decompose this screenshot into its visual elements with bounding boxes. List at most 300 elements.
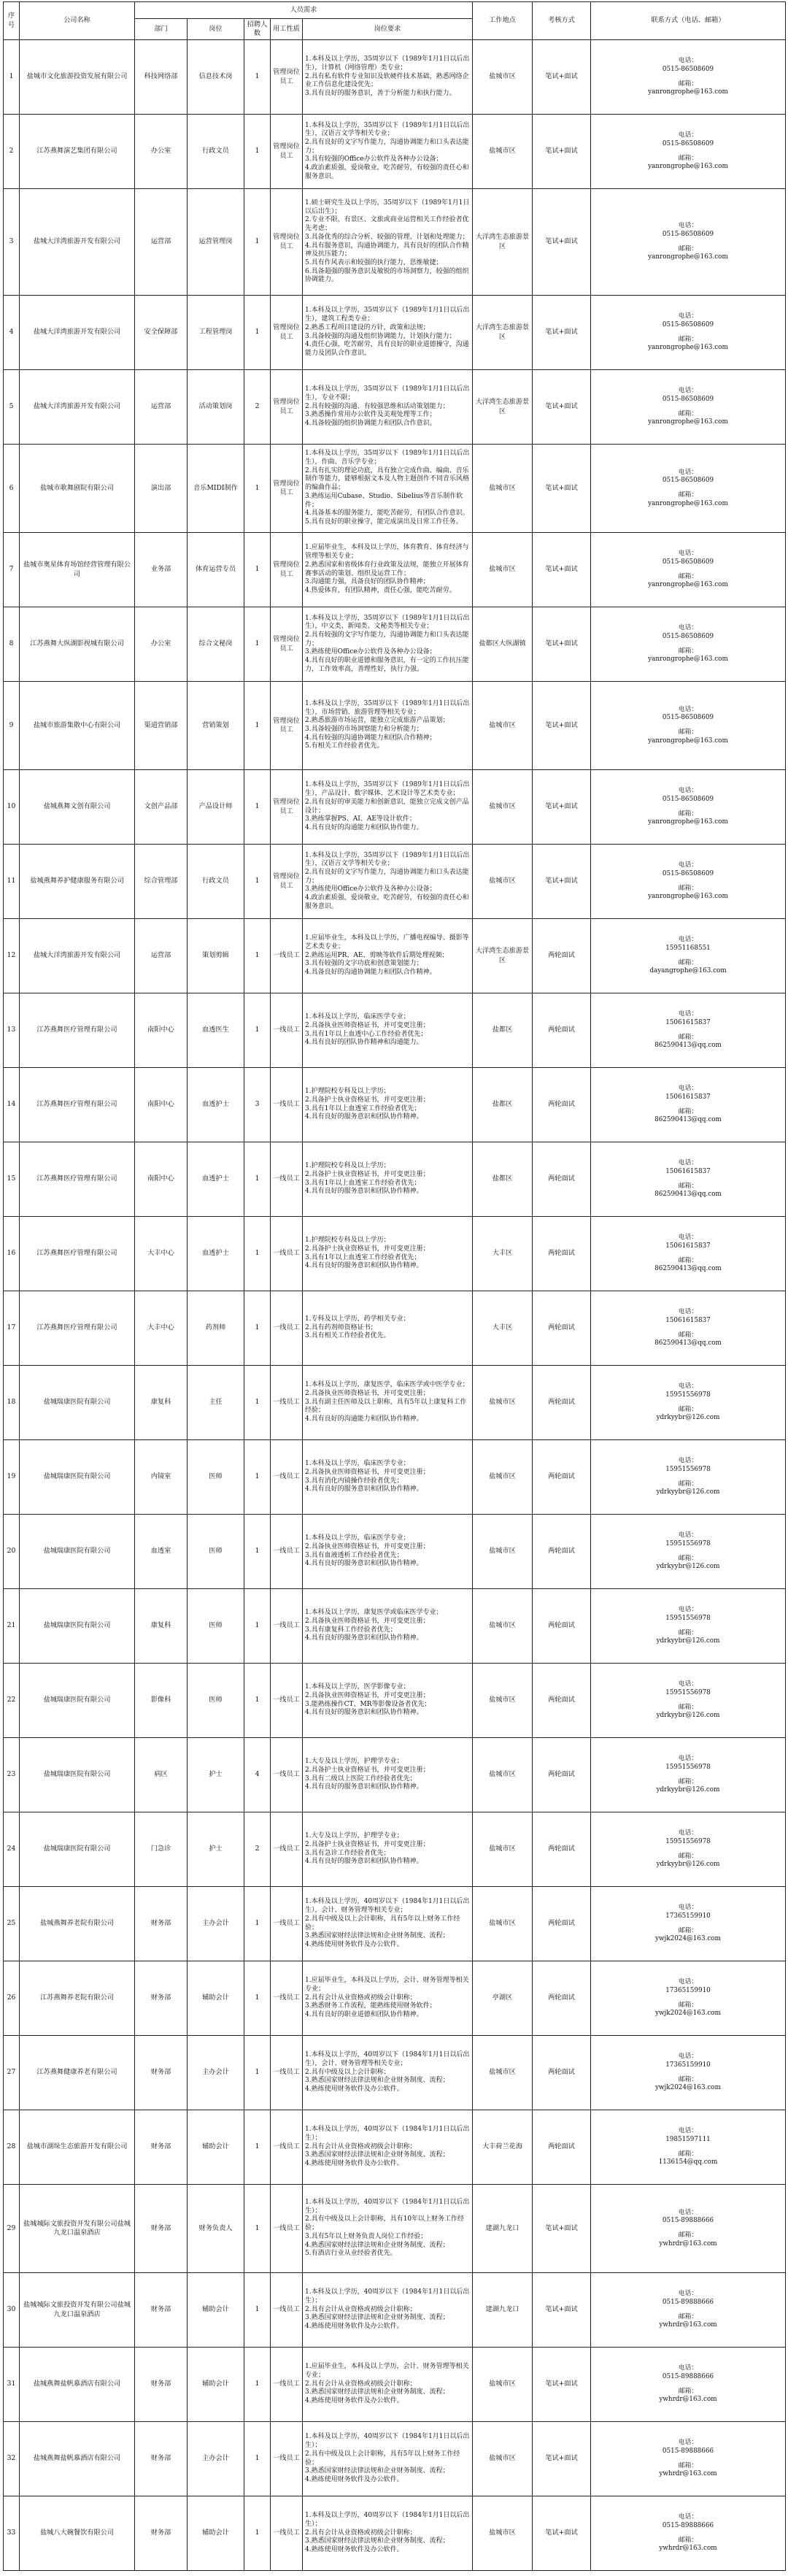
contact-email: 邮箱：: [678, 1852, 698, 1860]
contact-phone: 电话：: [678, 1159, 698, 1167]
requirement-line: 4.具有良好的服务意识和团队协作精神。: [305, 1113, 423, 1121]
contact-email: ywhrdr@163.com: [659, 2321, 717, 2329]
job-table: [3, 1, 786, 2571]
requirement-line: 4.熟练使用财务软件及办公软件。: [305, 2323, 403, 2331]
row-exam: 两轮面试: [533, 1440, 591, 1515]
row-count: 3: [244, 1068, 271, 1142]
requirement-line: 4.具有较强的沟通协调能力和团队合作精神；: [305, 734, 436, 742]
row-location: 盐城市区: [473, 682, 533, 770]
contact-phone: 0515-89888666: [662, 2521, 714, 2529]
contact-email: 邮箱：: [678, 2231, 698, 2239]
contact-phone: 0515-86508609: [662, 320, 714, 328]
contact-phone: 电话：: [678, 2208, 698, 2216]
contact-gap: [593, 804, 783, 810]
requirement-line: 4.具有良好的服务意识和团队协作精神。: [305, 1188, 423, 1196]
contact-phone: 0515-89888666: [662, 2217, 714, 2225]
row-dept: 内镜室: [135, 1440, 188, 1515]
row-dept: 财务部: [135, 2422, 188, 2496]
row-company: 盐城市旅游集散中心有限公司: [20, 682, 135, 770]
contact-phone: 电话：: [678, 1457, 698, 1465]
table-row: [4, 1440, 786, 1515]
row-position: 行政文员: [188, 845, 244, 919]
row-location: 盐城市区: [473, 40, 533, 115]
table-row: [4, 2348, 786, 2422]
contact-email: ywhrdr@163.com: [659, 2545, 717, 2553]
requirement-line: 4.具有良好的服务意识和团队协作精神。: [305, 1783, 423, 1791]
row-nature: 一线员工: [271, 1366, 303, 1440]
contact-gap: [593, 2226, 783, 2231]
row-count: 1: [244, 2036, 271, 2110]
row-nature: 一线员工: [271, 2185, 303, 2273]
row-nature: 管理岗位员工: [271, 682, 303, 770]
requirement-line: 3.具有急诊工作经验者优先；: [305, 1849, 390, 1857]
row-position: 行政文员: [188, 115, 244, 189]
row-seq: 31: [4, 2348, 20, 2422]
row-position: 药剂师: [188, 1291, 244, 1366]
row-dept: 办公室: [135, 607, 188, 682]
table-row: [4, 1515, 786, 1589]
row-exam: 两轮面试: [533, 2036, 591, 2110]
requirement-line: 2.具备执业医师资格证书，并可变更注册；: [305, 1617, 430, 1625]
row-location: 盐城市区: [473, 115, 533, 189]
row-seq: 1: [4, 40, 20, 115]
contact-email: ydrkyybr@126.com: [656, 1637, 720, 1645]
row-count: 1: [244, 445, 271, 533]
table-row: [4, 1589, 786, 1664]
requirement-line: 1.本科及以上学历，35周岁以下（1989年1月1日以后出生），市场营销、旅游管理等相关专业；: [305, 699, 470, 716]
row-position: 血透医生: [188, 993, 244, 1068]
contact-phone: 电话：: [678, 787, 698, 795]
row-company: 盐城燕舞文创有限公司: [20, 770, 135, 845]
row-nature: 管理岗位员工: [271, 296, 303, 370]
row-seq: 29: [4, 2185, 20, 2273]
table-row: [4, 1961, 786, 2036]
contact-phone: 0515-86508609: [662, 395, 714, 403]
row-dept: 安全保障部: [135, 296, 188, 370]
contact-gap: [593, 1698, 783, 1704]
requirement-line: 2.具备护士执业资格证书，并可变更注册；: [305, 1096, 430, 1104]
row-position: 辅助会计: [188, 2496, 244, 2571]
contact-phone: 电话：: [678, 312, 698, 320]
contact-phone: 15951556978: [665, 1465, 711, 1473]
row-contact: [591, 1068, 786, 1142]
row-requirements: [303, 40, 473, 115]
row-exam: 笔试+面试: [533, 445, 591, 533]
row-count: 2: [244, 370, 271, 445]
requirement-line: 4.具有良好的服务意识和团队协作精神。: [305, 1485, 423, 1493]
contact-phone: 电话：: [678, 1010, 698, 1018]
row-seq: 6: [4, 445, 20, 533]
row-requirements: [303, 296, 473, 370]
contact-gap: [593, 2145, 783, 2150]
row-nature: 一线员工: [271, 2348, 303, 2422]
row-location: 大洋湾生态旅游景区: [473, 370, 533, 445]
row-requirements: [303, 370, 473, 445]
table-row: [4, 40, 786, 115]
contact-email: 邮箱：: [678, 410, 698, 418]
requirement-line: 3.熟悉国家财经法律法规和企业财务制度、流程；: [305, 2151, 449, 2159]
table-row: [4, 2110, 786, 2185]
requirement-line: 3.熟悉国家财经法律法规和企业财务制度、流程；: [305, 2077, 449, 2085]
row-count: 1: [244, 1664, 271, 1738]
requirement-line: 1.大专及以上学历，护理学专业；: [305, 1758, 403, 1766]
contact-phone: 电话：: [678, 1308, 698, 1316]
requirement-line: 4.具有良好的服务意识和团队协作精神。: [305, 1858, 423, 1866]
contact-email: 邮箱：: [678, 728, 698, 736]
row-count: 1: [244, 2496, 271, 2571]
row-contact: [591, 1887, 786, 1961]
row-requirements: [303, 1887, 473, 1961]
contact-phone: 电话：: [678, 57, 698, 65]
row-requirements: [303, 2496, 473, 2571]
contact-gap: [593, 1475, 783, 1480]
contact-phone: 电话：: [678, 936, 698, 944]
row-dept: 业务部: [135, 533, 188, 607]
row-contact: [591, 2422, 786, 2496]
contact-phone: 0515-86508609: [662, 477, 714, 485]
requirement-line: 1.本科及以上学历，40周岁以下（1984年1月1日以后出生），会计、财务管理等相关专业；: [305, 1898, 470, 1915]
contact-phone: 电话：: [678, 2290, 698, 2298]
contact-phone: 0515-86508609: [662, 714, 714, 722]
contact-phone: 电话：: [678, 705, 698, 713]
row-company: 盐城市歌舞剧院有限公司: [20, 445, 135, 533]
contact-phone: 15951556978: [665, 1614, 711, 1622]
contact-gap: [593, 1177, 783, 1183]
contact-email: yanrongrophe@163.com: [648, 418, 728, 426]
row-contact: [591, 40, 786, 115]
row-seq: 11: [4, 845, 20, 919]
contact-phone: 15951556978: [665, 1763, 711, 1771]
row-location: 盐城市区: [473, 2422, 533, 2496]
row-nature: 一线员工: [271, 2036, 303, 2110]
row-dept: 运营部: [135, 370, 188, 445]
row-seq: 17: [4, 1291, 20, 1366]
requirement-line: 3.具有1年以上血透室工作经验者优先；: [305, 1179, 421, 1187]
row-seq: 12: [4, 919, 20, 993]
contact-phone: 电话：: [678, 1904, 698, 1912]
row-location: 盐城市区: [473, 1515, 533, 1589]
contact-email: 邮箱：: [678, 2001, 698, 2009]
header-count: 招聘人数: [244, 19, 271, 40]
row-seq: 30: [4, 2273, 20, 2348]
requirement-line: 1.本科及以上学历，35周岁以下（1989年1月1日以后出生），建筑工程类专业；: [305, 307, 470, 323]
contact-phone: 电话：: [678, 1606, 698, 1614]
row-requirements: [303, 682, 473, 770]
row-location: 大洋湾生态旅游景区: [473, 296, 533, 370]
table-row: [4, 2273, 786, 2348]
requirement-line: 4.具有良好的服务意识和团队协作精神。: [305, 1560, 423, 1568]
row-requirements: [303, 533, 473, 607]
row-location: 盐城市区: [473, 2348, 533, 2422]
row-contact: [591, 2185, 786, 2273]
contact-email: 邮箱：: [678, 572, 698, 580]
row-dept: 康复科: [135, 1589, 188, 1664]
row-company: 盐城大洋湾旅游开发有限公司: [20, 370, 135, 445]
contact-email: 邮箱：: [678, 1331, 698, 1339]
row-company: 盐城大洋湾旅游开发有限公司: [20, 296, 135, 370]
row-exam: 笔试+面试: [533, 115, 591, 189]
requirement-line: 3.具有二级以上医院工作经验者优先；: [305, 1775, 417, 1783]
contact-gap: [593, 1028, 783, 1034]
contact-gap: [593, 642, 783, 647]
requirement-line: 4.熟练使用财务软件及办公软件。: [305, 2546, 403, 2554]
row-count: 1: [244, 682, 271, 770]
row-dept: 大丰中心: [135, 1217, 188, 1291]
table-row: [4, 1366, 786, 1440]
row-location: 盐城市区: [473, 445, 533, 533]
contact-email: 邮箱：: [678, 80, 698, 88]
row-nature: 一线员工: [271, 1142, 303, 1217]
table-row: [4, 1142, 786, 1217]
table-row: [4, 2422, 786, 2496]
row-company: 江苏燕舞医疗管理有限公司: [20, 1142, 135, 1217]
row-company: 盐城瑞康医院有限公司: [20, 1515, 135, 1589]
contact-email: 邮箱：: [678, 1033, 698, 1041]
contact-email: 邮箱：: [678, 154, 698, 162]
requirement-line: 5.具有作风表示和较强的执行能力，思维敏捷；: [305, 258, 443, 266]
contact-email: 862590413@qq.com: [654, 1116, 722, 1124]
row-location: 大丰区: [473, 1217, 533, 1291]
requirement-line: 1.本科及以上学历，35周岁以下（1989年1月1日以后出生），中文类、新闻类、文秘类等相关专业；: [305, 614, 470, 631]
row-position: 血透护士: [188, 1142, 244, 1217]
row-requirements: [303, 1664, 473, 1738]
contact-email: 邮箱：: [678, 1405, 698, 1413]
row-requirements: [303, 115, 473, 189]
row-nature: 管理岗位员工: [271, 115, 303, 189]
row-count: 1: [244, 2273, 271, 2348]
contact-phone: 电话：: [678, 1531, 698, 1539]
contact-email: 邮箱：: [678, 1182, 698, 1190]
contact-email: 邮箱：: [678, 2075, 698, 2083]
row-dept: 办公室: [135, 115, 188, 189]
row-seq: 33: [4, 2496, 20, 2571]
contact-phone: 15061615837: [665, 1316, 711, 1324]
row-dept: 财务部: [135, 2110, 188, 2185]
row-company: 江苏燕舞医疗管理有限公司: [20, 1068, 135, 1142]
contact-gap: [593, 74, 783, 80]
row-contact: [591, 1961, 786, 2036]
row-contact: [591, 770, 786, 845]
contact-phone: 电话：: [678, 550, 698, 558]
row-count: 1: [244, 919, 271, 993]
row-nature: 管理岗位员工: [271, 40, 303, 115]
row-count: 1: [244, 2185, 271, 2273]
row-requirements: [303, 1068, 473, 1142]
contact-phone: 17365159910: [665, 1986, 711, 1994]
contact-phone: 电话：: [678, 131, 698, 139]
contact-gap: [593, 1772, 783, 1778]
row-nature: 管理岗位员工: [271, 370, 303, 445]
contact-email: ywjk2024@163.com: [655, 2010, 721, 2018]
row-nature: 一线员工: [271, 1068, 303, 1142]
requirement-line: 4.责任心强，吃苦耐劳，具有良好的职业道德操守，沟通能力及团队合作意识。: [305, 341, 469, 357]
requirement-line: 2.具有良好的审美能力和创新意识，能独立完成文创产品设计；: [305, 798, 469, 815]
row-count: 1: [244, 533, 271, 607]
row-exam: 两轮面试: [533, 2110, 591, 2185]
row-requirements: [303, 1366, 473, 1440]
requirement-line: 5.有酒店行业从业经验者优先。: [305, 2250, 397, 2258]
contact-email: ydrkyybr@126.com: [656, 1414, 720, 1422]
requirement-line: 2.具备执业医师资格证书，并可变更注册；: [305, 1021, 430, 1029]
row-contact: [591, 1812, 786, 1887]
requirement-line: 2.具有会计从业资格或初级会计职称；: [305, 2529, 417, 2537]
contact-phone: 0515-89888666: [662, 2298, 714, 2306]
requirement-line: 1.本科及以上学历，康复医学或临床医学专业；: [305, 1609, 443, 1617]
row-dept: 血透室: [135, 1515, 188, 1589]
row-location: 盐城市区: [473, 845, 533, 919]
requirement-line: 1.本科及以上学历，35周岁以下（1989年1月1日以后出生），计算机（网络管理）类专业；: [305, 55, 470, 72]
row-seq: 19: [4, 1440, 20, 1515]
row-company: 盐城燕舞盐帆慕酒店有限公司: [20, 2348, 135, 2422]
row-count: 1: [244, 2422, 271, 2496]
contact-email: ydrkyybr@126.com: [656, 1786, 720, 1794]
row-company: 盐城瑞康医院有限公司: [20, 1440, 135, 1515]
row-nature: 一线员工: [271, 1961, 303, 2036]
row-contact: [591, 296, 786, 370]
requirement-line: 1.本科及以上学历，40周岁以下（1984年1月1日以后出生）；: [305, 2433, 470, 2450]
contact-gap: [593, 953, 783, 959]
contact-phone: 电话：: [678, 624, 698, 632]
contact-email: ywhrdr@163.com: [659, 2239, 717, 2248]
row-company: 盐城瑞康医院有限公司: [20, 1664, 135, 1738]
contact-phone: 电话：: [678, 1085, 698, 1093]
contact-phone: 电话：: [678, 2439, 698, 2447]
header-location: 工作地点: [473, 2, 533, 40]
contact-email: ywhrdr@163.com: [659, 2396, 717, 2404]
row-nature: 一线员工: [271, 2422, 303, 2496]
header-row-1: [4, 2, 786, 19]
requirement-line: 1.本科及以上学历，康复医学，临床医学或中医学专业；: [305, 1381, 469, 1389]
header-dept: 部门: [135, 19, 188, 40]
row-requirements: [303, 1217, 473, 1291]
contact-email: ydrkyybr@126.com: [656, 1712, 720, 1720]
row-company: 盐城八大碗餐饮有限公司: [20, 2496, 135, 2571]
row-company: 盐城燕舞养老院有限公司: [20, 1887, 135, 1961]
table-row: [4, 770, 786, 845]
table-row: [4, 370, 786, 445]
row-dept: 财务部: [135, 1961, 188, 2036]
contact-email: 邮箱：: [678, 335, 698, 343]
contact-phone: 0515-89888666: [662, 2372, 714, 2380]
row-count: 1: [244, 2110, 271, 2185]
contact-email: 1136154@qq.com: [658, 2158, 718, 2166]
table-row: [4, 115, 786, 189]
row-exam: 两轮面试: [533, 1961, 591, 2036]
contact-email: ydrkyybr@126.com: [656, 1563, 720, 1571]
row-location: 盐城市区: [473, 2496, 533, 2571]
row-nature: 一线员工: [271, 1887, 303, 1961]
contact-email: 邮箱：: [678, 884, 698, 892]
requirement-line: 4.具有良好的沟通能力和团队协作能力。: [305, 823, 423, 831]
header-exam: 考核方式: [533, 2, 591, 40]
contact-email: dayangrophe@163.com: [649, 967, 727, 975]
header-requirement-group: 人员需求: [135, 2, 473, 19]
row-location: 建湖九龙口: [473, 2185, 533, 2273]
row-company: 盐城大洋湾旅游开发有限公司: [20, 189, 135, 296]
row-company: 盐城燕舞养护健康服务有限公司: [20, 845, 135, 919]
row-exam: 两轮面试: [533, 1589, 591, 1664]
row-exam: 笔试+面试: [533, 2422, 591, 2496]
row-contact: [591, 1217, 786, 1291]
contact-email: yanrongrophe@163.com: [648, 893, 728, 901]
requirement-line: 6.具备超强的服务意识及敏锐的市场洞察力，较强的组织协调能力。: [305, 267, 469, 284]
row-dept: 运营部: [135, 919, 188, 993]
row-location: 盐都区: [473, 993, 533, 1068]
requirement-line: 4.具有良好的服务意识和团队协作精神。: [305, 1709, 423, 1717]
row-exam: 两轮面试: [533, 993, 591, 1068]
requirement-line: 3.具有消化内镜操作经验者优先；: [305, 1477, 403, 1485]
row-dept: 财务部: [135, 2273, 188, 2348]
row-position: 辅助会计: [188, 2348, 244, 2422]
row-exam: 笔试+面试: [533, 2496, 591, 2571]
row-position: 辅助会计: [188, 2273, 244, 2348]
row-seq: 2: [4, 115, 20, 189]
requirement-line: 3.具有较强的文字功底和创意策划能力；: [305, 960, 423, 968]
requirement-line: 3.具有康复科工作经验者优先；: [305, 1626, 397, 1634]
requirement-line: 2.具备护士执业资格证书，并可变更注册；: [305, 1245, 430, 1253]
row-requirements: [303, 1515, 473, 1589]
requirement-line: 3.熟练使用Office办公软件及各种办公设备；: [305, 885, 436, 893]
contact-email: yanrongrophe@163.com: [648, 88, 728, 96]
contact-email: 邮箱：: [678, 1554, 698, 1562]
row-contact: [591, 445, 786, 533]
row-count: 1: [244, 2348, 271, 2422]
requirement-line: 4.熟悉国家财经法律法规和企业财务制度、流程；: [305, 2241, 449, 2249]
row-count: 1: [244, 1142, 271, 1217]
contact-phone: 0515-86508609: [662, 795, 714, 803]
row-exam: 两轮面试: [533, 1142, 591, 1217]
row-position: 体育运营专员: [188, 533, 244, 607]
row-seq: 14: [4, 1068, 20, 1142]
contact-email: 邮箱：: [678, 958, 698, 966]
contact-gap: [593, 404, 783, 410]
row-exam: 笔试+面试: [533, 682, 591, 770]
requirement-line: 3.具有较强的Office办公软件及各种办公设备；: [305, 155, 443, 164]
requirement-line: 3.具有1年以上血透室工作经验者优先；: [305, 1253, 421, 1261]
row-contact: [591, 919, 786, 993]
requirement-line: 2.具有私有软件专业知识及软硬件技术基础，熟悉网络企业工作信息化建设优先；: [305, 72, 469, 89]
row-exam: 笔试+面试: [533, 845, 591, 919]
row-position: 辅助会计: [188, 2110, 244, 2185]
requirement-line: 1.专科及以上学历，药学相关专业；: [305, 1315, 410, 1323]
table-row: [4, 189, 786, 296]
contact-phone: 0515-86508609: [662, 869, 714, 877]
row-company: 江苏燕舞养老院有限公司: [20, 1961, 135, 2036]
requirement-line: 4.政治素质强，爱岗敬业，吃苦耐劳，有较强的责任心和服务意识。: [305, 894, 469, 910]
row-company: 江苏燕舞医疗管理有限公司: [20, 1291, 135, 1366]
contact-email: 邮箱：: [678, 2150, 698, 2158]
requirement-line: 1.本科及以上学历，临床医学专业；: [305, 1460, 410, 1468]
row-company: 盐城城际文旅投资开发有限公司盐城九龙口温泉酒店: [20, 2273, 135, 2348]
requirement-line: 2.熟悉旅游市场运营，能独立完成旅游产品策划；: [305, 717, 449, 725]
requirement-line: 1.本科及以上学历，40周岁以下（1984年1月1日以后出生）；: [305, 2199, 470, 2215]
row-company: 江苏燕舞演艺集团有限公司: [20, 115, 135, 189]
requirement-line: 2.专业不限，有景区、文旅或商业运营相关工作经验者优先考虑；: [305, 216, 469, 233]
requirement-line: 2.具有药剂师资格证书；: [305, 1323, 377, 1331]
requirement-line: 2.具有中级及以上会计职称，具有5年以上财务工作经验；: [305, 2450, 460, 2467]
row-requirements: [303, 2422, 473, 2496]
row-contact: [591, 2348, 786, 2422]
requirement-line: 4.熟练使用财务软件及办公软件。: [305, 2475, 403, 2483]
contact-phone: 15061615837: [665, 1167, 711, 1175]
row-contact: [591, 370, 786, 445]
requirement-line: 1.本科及以上学历，40周岁以下（1984年1月1日以后出生），会计、财务管理等相关专业；: [305, 2051, 470, 2067]
row-count: 1: [244, 607, 271, 682]
requirement-line: 1.大专及以上学历，护理学专业；: [305, 1832, 403, 1840]
contact-gap: [593, 1623, 783, 1629]
row-exam: 两轮面试: [533, 1887, 591, 1961]
row-dept: 财务部: [135, 2496, 188, 2571]
